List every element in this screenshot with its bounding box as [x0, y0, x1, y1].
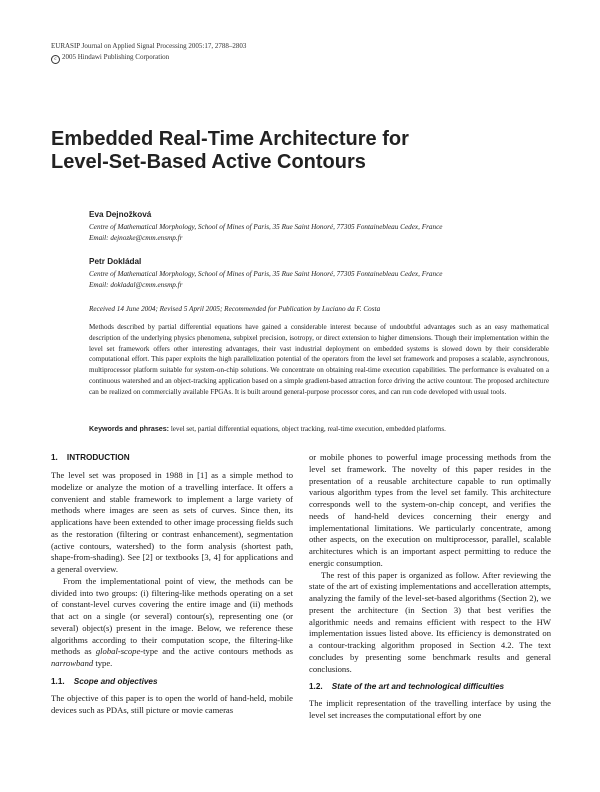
keywords-label: Keywords and phrases: — [89, 425, 170, 433]
author-affiliation: Centre of Mathematical Morphology, School of Mines of Paris, 35 Rue Saint Honoré, 77305 Fontainebleau Cedex, France — [89, 270, 443, 278]
intro-paragraph: The level set was proposed in 1988 in [1] as a simple method to modelize or analyze the motion of a travelling interface. It offers a convenient and stable framework to implement a large variety of methods where images are seen as sets of curves. Since then, its applications have been extended to other image processing fields such as the restoration (filtering or contrast enhancement), segmentation (active contours, watershed) to the form analysis (shortest path, shape-from-shading). See [2] or textbooks [3, 4] for applications and a general overview. — [51, 470, 293, 574]
copyright-icon: c — [51, 55, 60, 64]
right-column — [309, 452, 551, 722]
copyright-text: 2005 Hindawi Publishing Corporation — [62, 53, 170, 61]
scope-paragraph: The objective of this paper is to open the world of hand-held, mobile devices such as PDAs, still picture or movie cameras — [51, 692, 293, 715]
title-line-1: Embedded Real-Time Architecture for — [51, 128, 409, 150]
subsection-heading — [51, 676, 293, 687]
para-emphasis: global-scope — [95, 646, 141, 657]
intro-paragraph — [51, 576, 293, 670]
section-heading: 1. INTRODUCTION — [51, 453, 130, 462]
author-affiliation: Centre of Mathematical Morphology, School of Mines of Paris, 35 Rue Saint Honoré, 77305 Fontainebleau Cedex, France — [89, 223, 443, 231]
keywords-text: level set, partial differential equations, object tracking, real-time execution, embedded platforms. — [170, 425, 446, 433]
para-text: type. — [93, 658, 113, 668]
journal-citation: EURASIP Journal on Applied Signal Processing 2005:17, 2788–2803 — [51, 42, 247, 50]
abstract: Methods described by partial differential equations have gained a considerable interest because of undoubtful advantages such as an easy mathematical description of the underlying physics phenomena, subpixel precision, isotropy, or direct extension to higher dimensions. Though their implementation within the level set framework offers other interesting advantages, their vast industrial deployment on embedded systems is slowed down by their considerable computational effort. This paper exploits the high parallelization potential of the operators from the level set framework and proposes a scalable, asynchronous, multiprocessor platform suitable for system-on-chip solutions. We concentrate on obtaining real-time execution capabilities. The performance is evaluated on a continuous watershed and an object-tracking application based on a simple gradient-based attraction force driving the active countour. The proposed architecture can be realized on commercially available FPGAs. It is built around general-purpose processor cores, and can run code developed with usual tools. — [89, 323, 549, 396]
body-paragraph: The implicit representation of the travelling interface by using the level set increases the computational effort by one — [309, 698, 551, 720]
author-email[interactable]: Email: dejnozke@cmm.ensmp.fr — [89, 234, 183, 242]
subsection-heading — [309, 681, 551, 692]
subsection-title: Scope and objectives — [73, 676, 158, 686]
subsection-number: 1.1. — [51, 676, 65, 686]
para-text: -type and the active contours methods as — [140, 646, 293, 657]
subsection-number: 1.2. — [309, 682, 323, 692]
subsection-title: State of the art and technological difficulties — [331, 682, 505, 692]
title-line-2: Level-Set-Based Active Contours — [51, 151, 366, 173]
author-name: Petr Dokládal — [89, 257, 142, 266]
copyright-line — [51, 52, 246, 64]
paper-title — [51, 128, 551, 174]
para-text: From the implementational point of view, the methods can be divided into two groups: (i) filtering-like methods operating on a set of constant-level curves covering the entire image and (ii) methods that act on a single (or several) contour(s), representing one (or several) object(s) present in the image. Below, we reference these algorithms according to their computation scope, the filtering-like methods as — [51, 575, 293, 657]
author-email[interactable]: Email: dokladal@cmm.ensmp.fr — [89, 281, 183, 289]
author-affiliation-block — [89, 222, 559, 244]
body-paragraph: or mobile phones to powerful image processing methods from the level set framework. The novelty of this paper resides in the presentation of a reusable architecture capable to run optimally various algorithm types from the level set family. This architecture corresponds well to the system-on-chip concept, and verifies the needs of hand-held devices concerning their energy and implementational limitations. We particularly concentrate, among other aspects, on the execution on multiprocessor, parallel, scalable architectures which is an important aspect permitting to reduce the energic consumption. — [309, 452, 551, 568]
keywords — [89, 425, 559, 433]
para-emphasis: narrowband — [51, 658, 94, 668]
author-affiliation-block — [89, 269, 559, 291]
author-name: Eva Dejnožková — [89, 210, 152, 219]
left-column — [51, 452, 293, 716]
received-line: Received 14 June 2004; Revised 5 April 2005; Recommended for Publication by Luciano da F. Costa — [89, 305, 381, 313]
journal-header — [51, 41, 246, 64]
body-paragraph: The rest of this paper is organized as follow. After reviewing the state of the art of existing implementations and accelleration attempts, analyzing the family of the level-set-based algorithms (Section 2), we present the architecture (in Section 3) that best verifies the algorithmic needs and remains efficient with respect to the HW implementation issues listed above. Its efficiency is demonstrated on a contour-tracking algorithm proposed in Section 4.2. The text concludes by presenting some benchmark results and general conclusions. — [309, 569, 551, 674]
